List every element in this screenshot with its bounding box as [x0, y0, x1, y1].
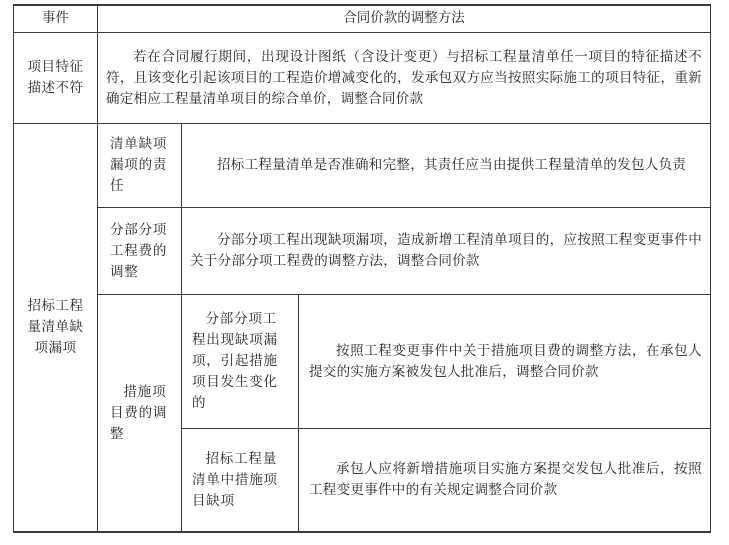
measures-label: 措施项目费的调整 [110, 383, 168, 442]
measures-case-b-method-text: 承包人应将新增措施项目实施方案提交发包人批准后，按照工程变更事件中的有关规定调整合同价款 [309, 461, 702, 498]
measures-case-a-method-cell [299, 295, 710, 428]
missing-event-cell [14, 124, 97, 531]
measures-case-b-label: 招标工程量清单中措施项目缺项 [192, 450, 278, 509]
measures-case-b-method-cell [299, 429, 710, 531]
responsibility-label-cell [98, 124, 181, 207]
divisional-method-cell [182, 208, 710, 294]
feature-event-label: 项目特征描述不符 [27, 59, 84, 96]
responsibility-method-text: 招标工程量清单是否准确和完整，其责任应当由提供工程量清单的发包人负责 [217, 157, 687, 173]
table-bottom-border [13, 531, 711, 533]
header-event-label: 事件 [42, 10, 69, 26]
header-event-cell [14, 5, 97, 32]
header-method-label: 合同价款的调整方法 [343, 10, 465, 26]
measures-label-cell [98, 295, 181, 531]
measures-case-a-label-cell [182, 295, 298, 428]
table-right-border [710, 4, 711, 532]
header-method-cell [98, 5, 710, 32]
measures-case-b-label-cell [182, 429, 298, 531]
divisional-label-cell [98, 208, 181, 294]
divisional-method-text: 分部分项工程出现缺项漏项，造成新增工程清单项目的，应按照工程变更事件中关于分部分项工程费的调整方法，调整合同价款 [190, 232, 702, 269]
divisional-label: 分部分项工程费的调整 [110, 221, 168, 280]
responsibility-label: 清单缺项漏项的责任 [110, 136, 168, 194]
feature-method-text: 若在合同履行期间，出现设计图纸（含设计变更）与招标工程量清单任一项目的特征描述不符，且该变化引起该项目的工程造价增减变化的，发承包双方应当按照实际施工的项目特征，重新确定相应工程量清单项目的综合单价，调整合同价款 [106, 48, 702, 107]
responsibility-method-cell [182, 124, 710, 207]
feature-method-cell [98, 33, 710, 123]
measures-case-a-method-text: 按照工程变更事件中关于措施项目费的调整方法，在承包人提交的实施方案被发包人批准后，调整合同价款 [309, 342, 702, 380]
feature-event-cell [14, 33, 97, 123]
measures-case-a-label: 分部分项工程出现缺项漏项，引起措施项目发生变化的 [192, 311, 278, 411]
missing-event-label: 招标工程量清单缺项漏项 [27, 298, 84, 356]
